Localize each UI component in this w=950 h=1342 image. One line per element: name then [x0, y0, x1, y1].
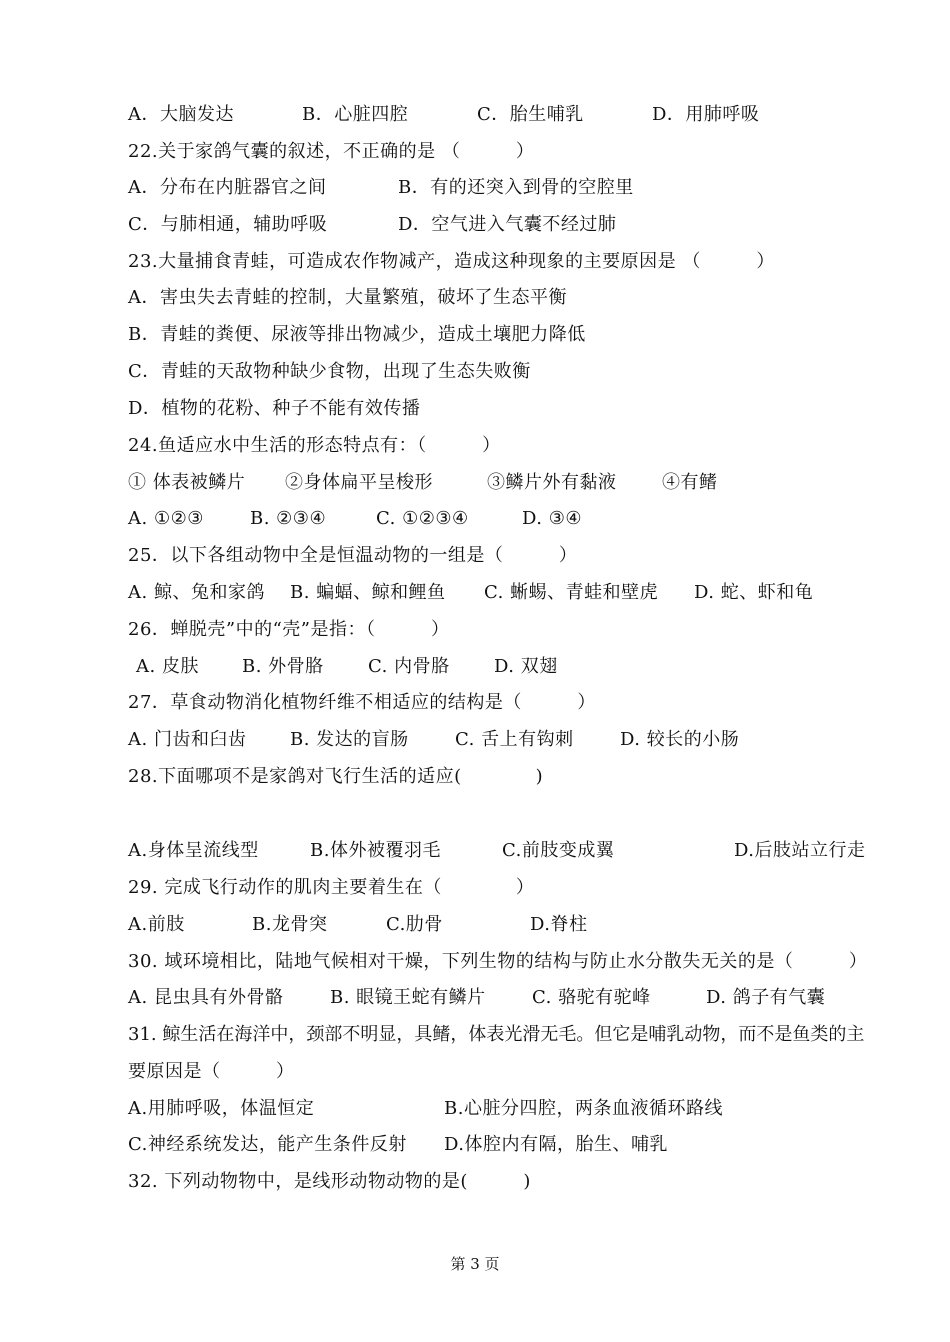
q24-option-a: A. ①②③ [128, 508, 204, 529]
q25-option-b: B. 蝙蝠、鲸和鲤鱼 [290, 582, 446, 603]
q31-stem-line2: 要原因是（ ） [128, 1061, 295, 1082]
q21-option-a: A．大脑发达 [128, 104, 234, 125]
q26-stem: 26．蝉脱壳”中的“壳”是指：（ ） [128, 619, 450, 640]
q26-option-c: C. 内骨胳 [368, 656, 450, 677]
q28-option-b: B.体外被覆羽毛 [310, 840, 441, 861]
q25-stem: 25．以下各组动物中全是恒温动物的一组是（ ） [128, 545, 578, 566]
q29-option-b: B.龙骨突 [252, 914, 328, 935]
q23-option-d: D．植物的花粉、种子不能有效传播 [128, 398, 421, 419]
q24-item-1: ① 体表被鳞片 [128, 472, 246, 493]
q24-stem: 24.鱼适应水中生活的形态特点有：（ ） [128, 435, 501, 456]
q29-option-a: A.前肢 [128, 914, 185, 935]
q25-option-d: D. 蛇、虾和龟 [694, 582, 814, 603]
q27-option-b: B. 发达的盲肠 [290, 729, 409, 750]
q26-option-a: A. 皮肤 [136, 656, 199, 677]
q27-option-d: D. 较长的小肠 [620, 729, 740, 750]
q27-option-c: C. 舌上有钩刺 [455, 729, 574, 750]
q31-option-a: A.用肺呼吸，体温恒定 [128, 1098, 315, 1119]
q22-option-a: A．分布在内脏器官之间 [128, 177, 327, 198]
q24-item-2: ②身体扁平呈梭形 [285, 472, 433, 493]
q24-item-3: ③鳞片外有黏液 [487, 472, 617, 493]
q28-option-c: C.前肢变成翼 [502, 840, 615, 861]
q25-option-c: C. 蜥蜴、青蛙和壁虎 [484, 582, 659, 603]
q28-option-a: A.身体呈流线型 [128, 840, 259, 861]
q29-option-d: D.脊柱 [530, 914, 588, 935]
q30-option-d: D. 鸽子有气囊 [706, 987, 826, 1008]
q22-option-b: B．有的还突入到骨的空腔里 [398, 177, 634, 198]
q30-option-b: B. 眼镜王蛇有鳞片 [330, 987, 486, 1008]
q32-stem: 32. 下列动物物中，是线形动物动物的是( ) [128, 1171, 531, 1192]
q25-option-a: A. 鲸、兔和家鸽 [128, 582, 265, 603]
q24-option-c: C. ①②③④ [376, 508, 469, 529]
q28-stem: 28.下面哪项不是家鸽对飞行生活的适应( ) [128, 766, 544, 787]
q22-option-d: D．空气进入气囊不经过肺 [398, 214, 617, 235]
q22-stem: 22.关于家鸽气囊的叙述，不正确的是 （ ） [128, 141, 535, 162]
q30-stem: 30. 域环境相比，陆地气候相对干燥，下列生物的结构与防止水分散失无关的是（ ） [128, 951, 868, 972]
q28-option-d: D.后肢站立行走 [734, 840, 866, 861]
q23-option-a: A．害虫失去青蛙的控制，大量繁殖，破坏了生态平衡 [128, 287, 567, 308]
page-number: 第 3 页 [450, 1255, 500, 1273]
q23-option-c: C．青蛙的天敌物种缺少食物，出现了生态失败衡 [128, 361, 531, 382]
q24-item-4: ④有鳍 [662, 472, 718, 493]
q30-option-a: A. 昆虫具有外骨骼 [128, 987, 284, 1008]
q31-option-d: D.体腔内有隔，胎生、哺乳 [444, 1134, 669, 1155]
q31-stem-line1: 31. 鲸生活在海洋中，颈部不明显，具鳍，体表光滑无毛。但它是哺乳动物，而不是鱼类的主 [128, 1024, 865, 1045]
q24-option-b: B. ②③④ [250, 508, 327, 529]
q27-option-a: A. 门齿和臼齿 [128, 729, 247, 750]
q27-stem: 27．草食动物消化植物纤维不相适应的结构是（ ） [128, 692, 596, 713]
q29-option-c: C.肋骨 [386, 914, 443, 935]
q26-option-d: D. 双翅 [494, 656, 558, 677]
q26-option-b: B. 外骨胳 [242, 656, 324, 677]
q22-option-c: C．与肺相通，辅助呼吸 [128, 214, 328, 235]
q21-option-c: C．胎生哺乳 [477, 104, 584, 125]
q31-option-b: B.心脏分四腔，两条血液循环路线 [444, 1098, 723, 1119]
q21-option-b: B．心脏四腔 [302, 104, 409, 125]
q23-option-b: B．青蛙的粪便、尿液等排出物减少，造成土壤肥力降低 [128, 324, 586, 345]
q31-option-c: C.神经系统发达，能产生条件反射 [128, 1134, 407, 1155]
q24-option-d: D. ③④ [522, 508, 583, 529]
q30-option-c: C. 骆驼有驼峰 [532, 987, 651, 1008]
q21-option-d: D．用肺呼吸 [652, 104, 760, 125]
q23-stem: 23.大量捕食青蛙，可造成农作物减产，造成这种现象的主要原因是 （ ） [128, 251, 775, 272]
q29-stem: 29. 完成飞行动作的肌肉主要着生在（ ） [128, 877, 535, 898]
